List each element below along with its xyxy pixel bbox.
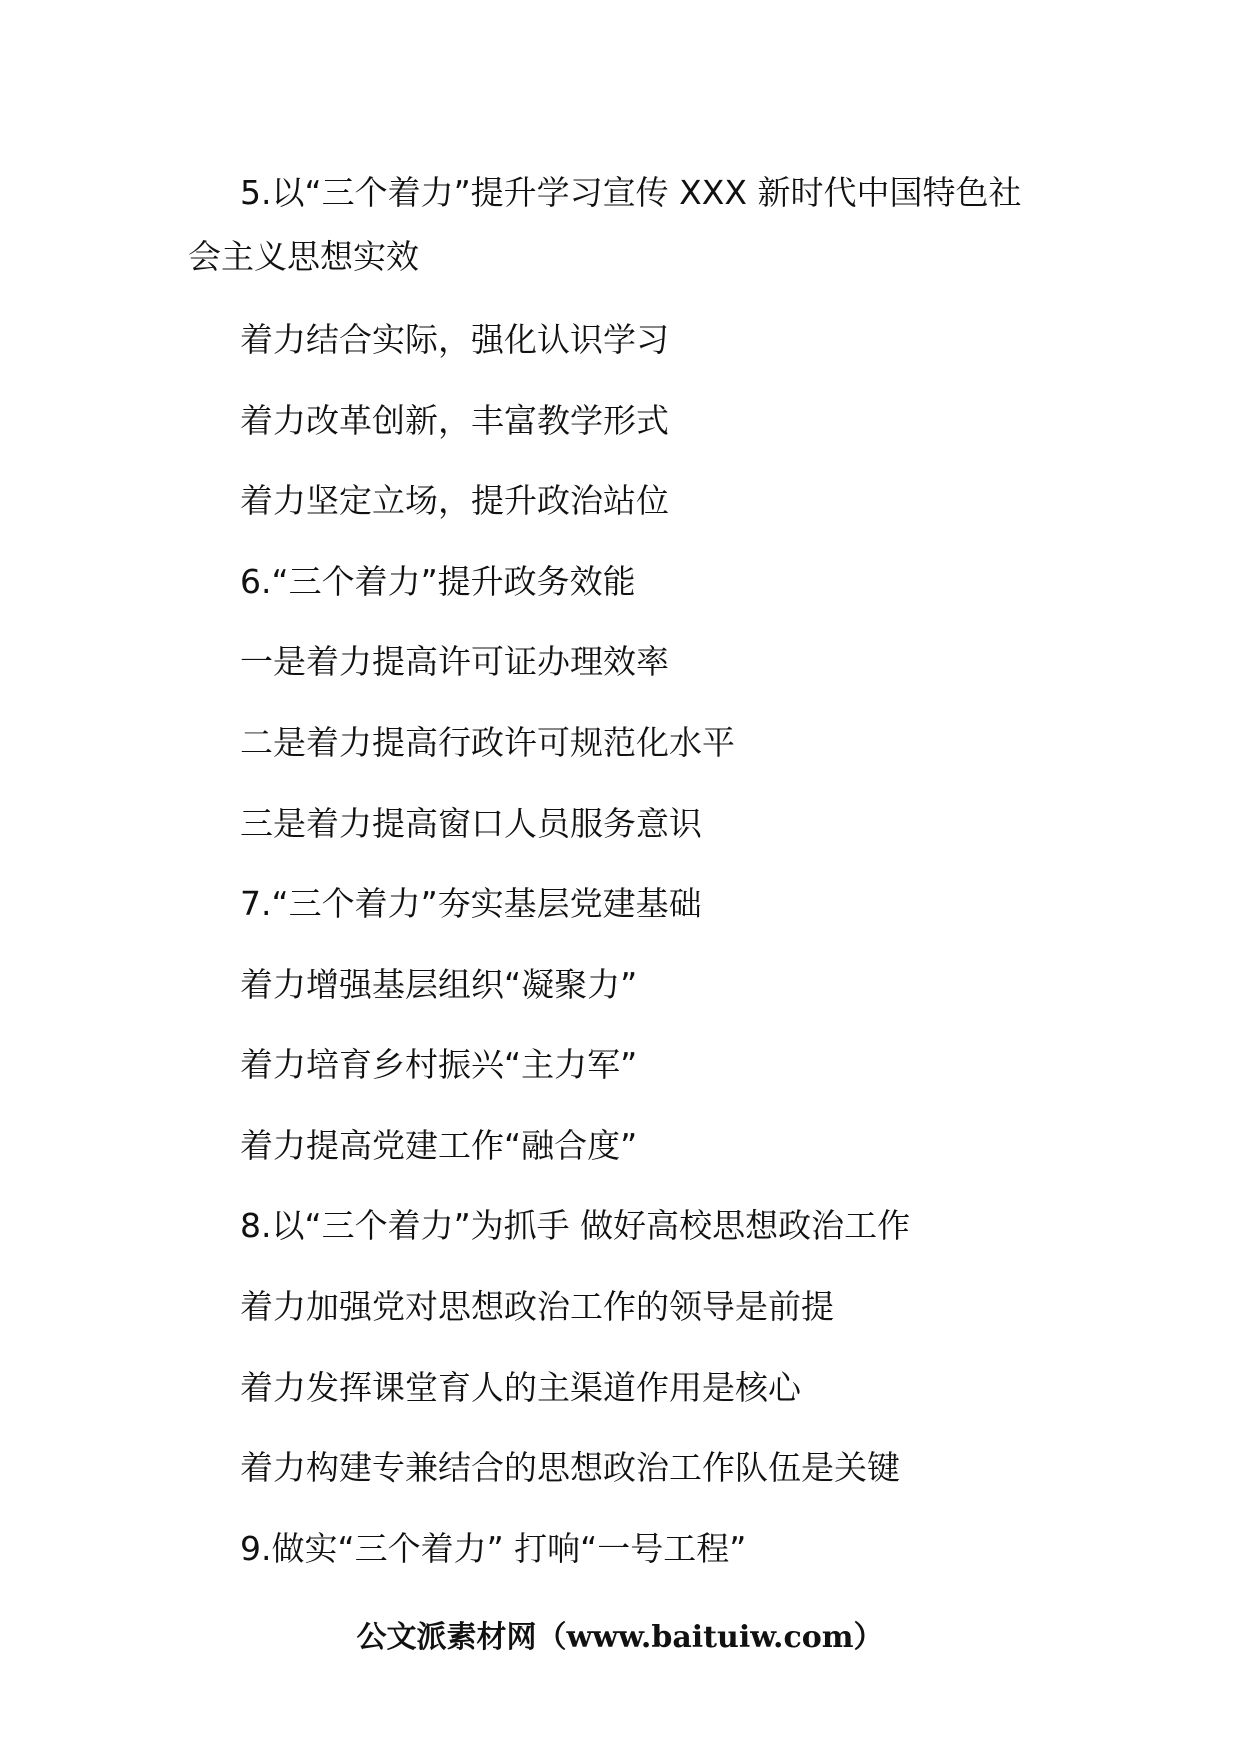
- item-5-2: 着力改革创新，丰富教学形式: [240, 401, 669, 440]
- item-8-1: 着力加强党对思想政治工作的领导是前提: [240, 1287, 834, 1326]
- item-6-3: 三是着力提高窗口人员服务意识: [240, 804, 702, 843]
- heading-8: 8.以“三个着力”为抓手 做好高校思想政治工作: [240, 1206, 911, 1245]
- item-6-2: 二是着力提高行政许可规范化水平: [240, 723, 735, 762]
- item-7-3: 着力提高党建工作“融合度”: [240, 1126, 638, 1165]
- item-8-2: 着力发挥课堂育人的主渠道作用是核心: [240, 1368, 801, 1407]
- heading-9: 9.做实“三个着力” 打响“一号工程”: [240, 1529, 747, 1568]
- item-7-1: 着力增强基层组织“凝聚力”: [240, 965, 638, 1004]
- item-5-1: 着力结合实际，强化认识学习: [240, 320, 669, 359]
- item-8-3: 着力构建专兼结合的思想政治工作队伍是关键: [240, 1448, 900, 1487]
- item-6-1: 一是着力提高许可证办理效率: [240, 642, 669, 681]
- heading-7: 7.“三个着力”夯实基层党建基础: [240, 884, 702, 923]
- heading-5-line-1: 5.以“三个着力”提升学习宣传 XXX 新时代中国特色社: [240, 173, 1022, 212]
- item-7-2: 着力培育乡村振兴“主力军”: [240, 1045, 638, 1084]
- heading-6: 6.“三个着力”提升政务效能: [240, 562, 636, 601]
- item-5-3: 着力坚定立场，提升政治站位: [240, 481, 669, 520]
- heading-5-line-2: 会主义思想实效: [188, 237, 419, 276]
- page-footer-watermark: 公文派素材网（www.baituiw.com）: [356, 1620, 884, 1655]
